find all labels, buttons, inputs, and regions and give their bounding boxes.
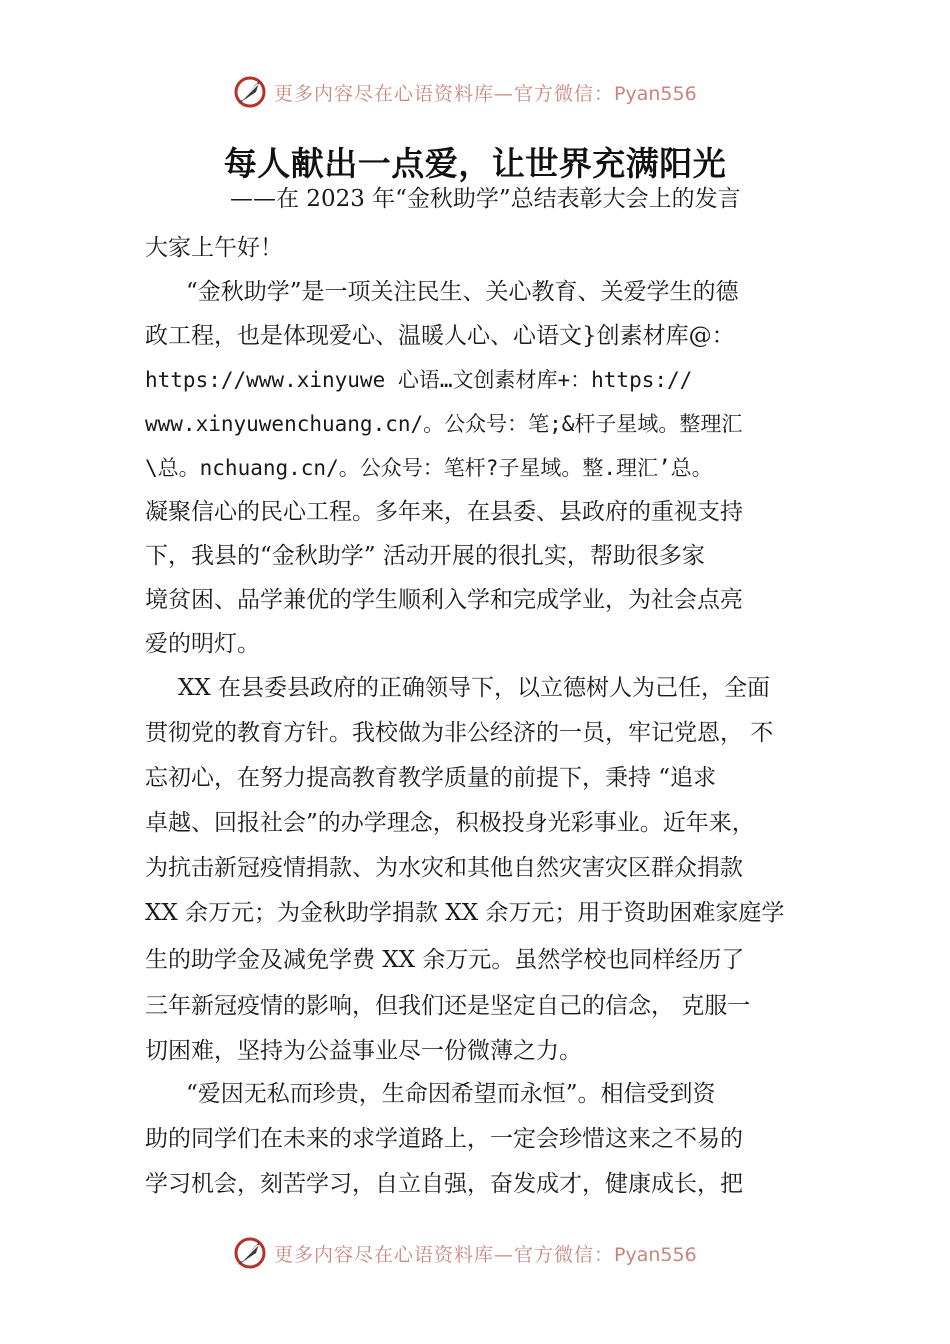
body-line: XX 在县委县政府的正确领导下，以立德树人为己任，全面 xyxy=(178,675,771,701)
body-line: 凝聚信心的民心工程。多年来，在县委、县政府的重视支持 xyxy=(145,499,743,525)
body-line: 生的助学金及减免学费 XX 余万元。虽然学校也同样经历了 xyxy=(145,947,745,973)
body-line: 学习机会，刻苦学习，自立自强，奋发成才，健康成长，把 xyxy=(145,1171,743,1197)
footer-banner-text: 更多内容尽在心语资料库—官方微信：Pyan556 xyxy=(274,1243,697,1266)
body-line: 切困难，坚持为公益事业尽一份微薄之力。 xyxy=(145,1038,582,1064)
body-line: 卓越、回报社会”的办学理念，积极投身光彩事业。近年来， xyxy=(145,810,755,836)
document-title: 每人献出一点爱，让世界充满阳光 xyxy=(223,144,727,183)
header-banner-text: 更多内容尽在心语资料库—官方微信：Pyan556 xyxy=(274,82,697,105)
body-line: \总。nchuang.cn/。公众号：笔杆?子星域。整.理汇’总。 xyxy=(145,456,713,480)
footer-banner-id: Pyan556 xyxy=(614,1243,697,1266)
header-banner xyxy=(232,72,697,112)
body-line: 政工程，也是体现爱心、温暖人心、心语文}创素材库@： xyxy=(145,323,735,349)
document-subtitle: ——在 2023 年“金秋助学”总结表彰大会上的发言 xyxy=(230,186,741,212)
body-line: 助的同学们在未来的求学道路上，一定会珍惜这来之不易的 xyxy=(145,1126,743,1152)
body-line: 贯彻党的教育方针。我校做为非公经济的一员，牢记党恩， 不 xyxy=(145,720,774,746)
body-line: 三年新冠疫情的影响，但我们还是坚定自己的信念， 克服一 xyxy=(145,993,751,1019)
quill-pen-logo-icon xyxy=(232,74,268,110)
quill-pen-logo-icon xyxy=(232,1235,268,1271)
body-line: “爱因无私而珍贵，生命因希望而永恒”。相信受到资 xyxy=(186,1081,716,1107)
body-line: 境贫困、品学兼优的学生顺利入学和完成学业，为社会点亮 xyxy=(145,587,743,613)
body-line: “金秋助学”是一项关注民生、关心教育、关爱学生的德 xyxy=(186,279,739,305)
body-line: XX 余万元；为金秋助学捐款 XX 余万元；用于资助困难家庭学 xyxy=(145,900,785,926)
body-line: 爱的明灯。 xyxy=(145,631,260,657)
body-line: 忘初心，在努力提高教育教学质量的前提下，秉持 “追求 xyxy=(145,765,717,791)
body-line: https://www.xinyuwe 心语…文创素材库+：https:// xyxy=(145,368,693,392)
header-banner-id: Pyan556 xyxy=(614,82,697,105)
footer-banner xyxy=(232,1233,697,1273)
body-line: www.xinyuwenchuang.cn/。公众号：笔;&杆子星域。整理汇 xyxy=(145,412,743,436)
greeting: 大家上午好！ xyxy=(145,235,283,261)
body-line: 下，我县的“金秋助学” 活动开展的很扎实，帮助很多家 xyxy=(145,543,705,569)
body-line: 为抗击新冠疫情捐款、为水灾和其他自然灾害灾区群众捐款 xyxy=(145,855,743,881)
